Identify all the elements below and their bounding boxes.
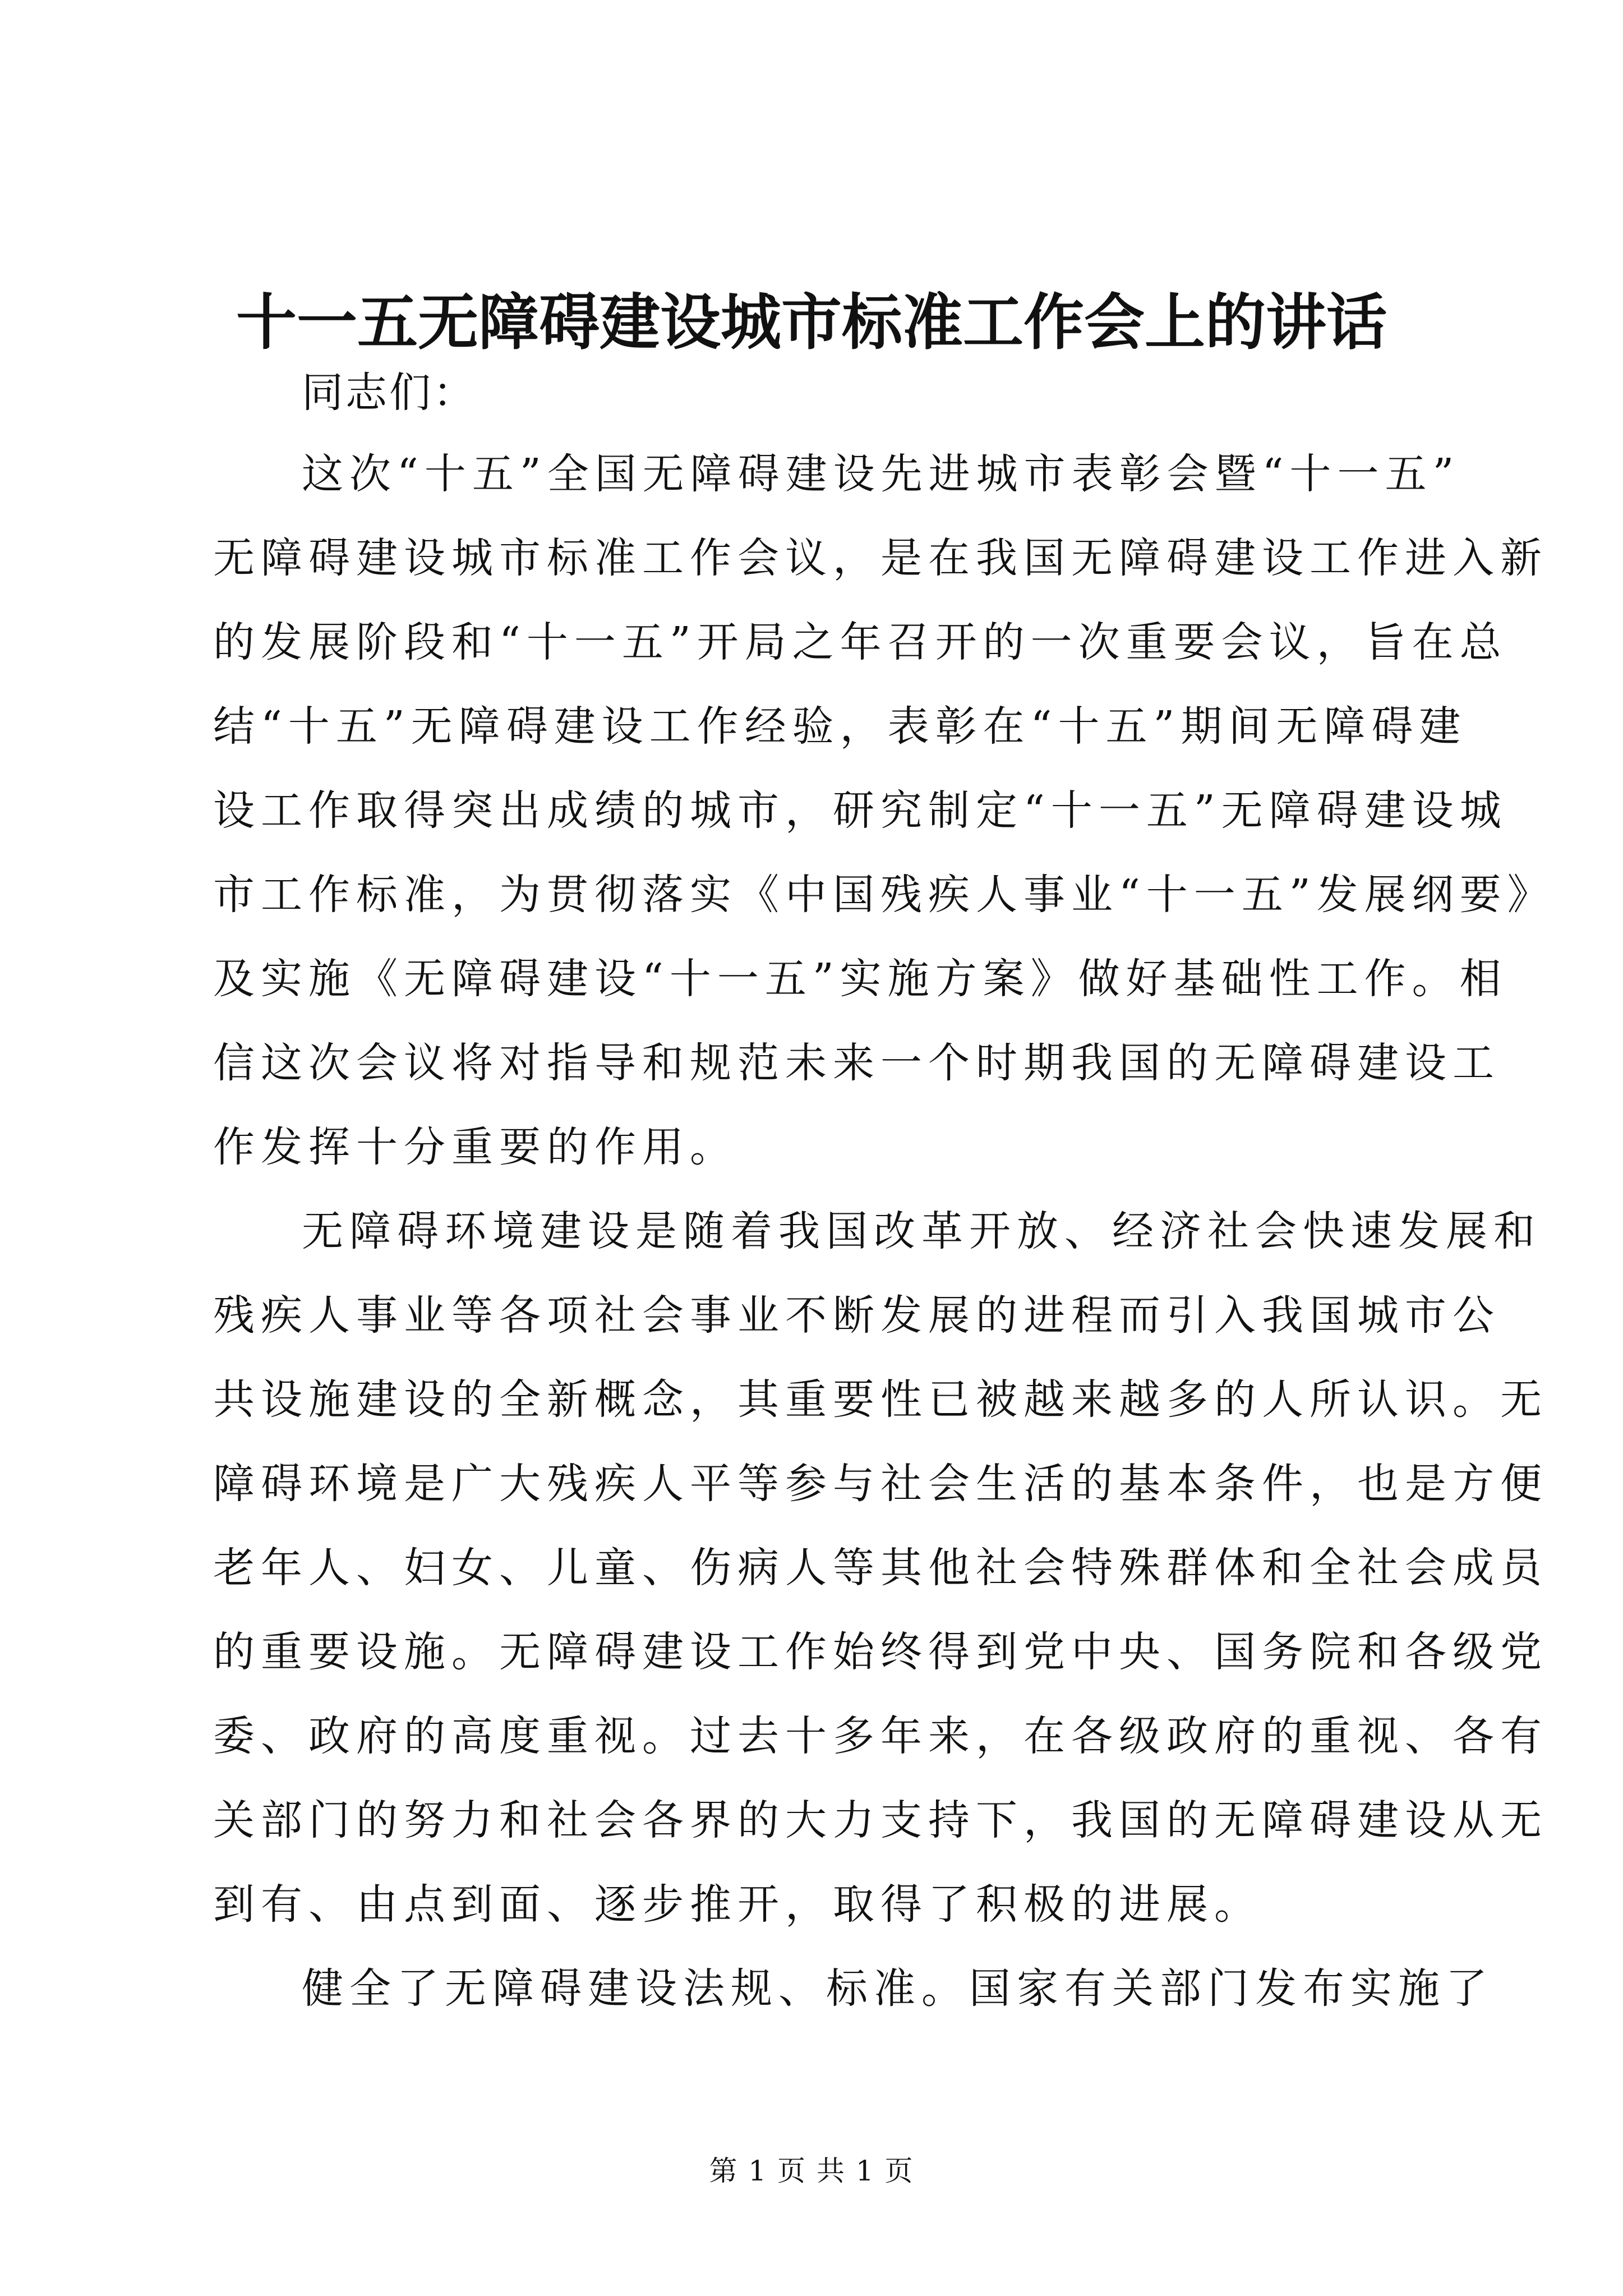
paragraph-line: 这次“十五”全国无障碍建设先进城市表彰会暨“十一五” <box>302 450 1460 498</box>
paragraph-line: 市工作标准，为贯彻落实《中国残疾人事业“十一五”发展纲要》 <box>213 871 1555 919</box>
document-title: 十一五无障碍建设城市标准工作会上的讲话 <box>236 287 1387 358</box>
paragraph-line: 信这次会议将对指导和规范未来一个时期我国的无障碍建设工 <box>213 1039 1500 1087</box>
paragraph-line: 委、政府的高度重视。过去十多年来，在各级政府的重视、各有 <box>213 1712 1548 1760</box>
paragraph-line: 的发展阶段和“十一五”开局之年召开的一次重要会议，旨在总 <box>213 618 1507 666</box>
paragraph-line: 作发挥十分重要的作用。 <box>213 1123 737 1171</box>
paragraph-line: 的重要设施。无障碍建设工作始终得到党中央、国务院和各级党 <box>213 1628 1548 1676</box>
paragraph-line: 健全了无障碍建设法规、标准。国家有关部门发布实施了 <box>302 1964 1493 2013</box>
paragraph-line: 关部门的努力和社会各界的大力支持下，我国的无障碍建设从无 <box>213 1796 1548 1844</box>
paragraph-line: 共设施建设的全新概念，其重要性已被越来越多的人所认识。无 <box>213 1375 1548 1424</box>
paragraph-line: 残疾人事业等各项社会事业不断发展的进程而引入我国城市公 <box>213 1291 1500 1340</box>
paragraph-line: 结“十五”无障碍建设工作经验，表彰在“十五”期间无障碍建 <box>213 702 1467 751</box>
paragraph <box>213 1947 1493 2031</box>
paragraph-line: 老年人、妇女、儿童、伤病人等其他社会特殊群体和全社会成员 <box>213 1544 1548 1592</box>
document-body <box>213 353 1555 2031</box>
paragraph-line: 障碍环境是广大残疾人平等参与社会生活的基本条件，也是方便 <box>213 1460 1548 1508</box>
paragraph-line: 无障碍建设城市标准工作会议，是在我国无障碍建设工作进入新 <box>213 534 1548 582</box>
paragraph <box>213 1189 1548 1947</box>
paragraph-line: 及实施《无障碍建设“十一五”实施方案》做好基础性工作。相 <box>213 955 1507 1003</box>
paragraph <box>213 432 1555 1189</box>
paragraph-line: 设工作取得突出成绩的城市，研究制定“十一五”无障碍建设城 <box>213 786 1507 835</box>
paragraph-line: 无障碍环境建设是随着我国改革开放、经济社会快速发展和 <box>302 1207 1541 1255</box>
paragraph-line: 到有、由点到面、逐步推开，取得了积极的进展。 <box>213 1880 1262 1929</box>
salutation: 同志们： <box>302 369 477 417</box>
page-footer: 第 1 页 共 1 页 <box>709 2155 914 2187</box>
